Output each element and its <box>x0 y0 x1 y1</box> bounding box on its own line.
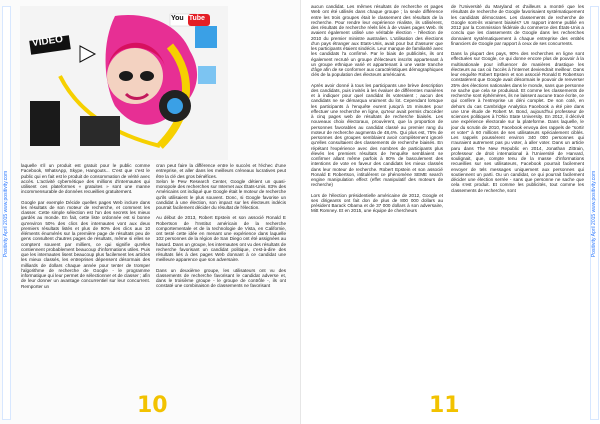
dark-block-shape <box>30 101 60 146</box>
left-side-strip <box>2 6 11 420</box>
paragraph: Au début de 2013, Robert Epstein et son associé Ronald E Robertson de l'Institut américain de la recherche comportementale et de la technologie de Vista, en Californie, ont testé cette idée en menant une expérience dans laquelle 102 personnes de la région de San Diego ont été assignées au hasard. Dans un groupe, les internautes ont vu des résultats de recherche favorisant un candidat politique, c'est-à-dire des résultats liés à des pages Web donnant à ce candidat une meilleure apparence que son adversaire. <box>156 215 286 263</box>
face-shape <box>107 48 163 104</box>
paragraph: cran peut faire la différence entre le succès et l'échec d'une entreprise, et aller dans les meilleurs créneaux lucratives peut être la clé des gros bénéfices. <box>156 163 286 179</box>
collage-illustration <box>20 6 228 160</box>
right-page <box>300 0 600 424</box>
blue-tile-shape <box>195 26 217 48</box>
paragraph: Dans un deuxième groupe, les utilisateurs ont vu des classements de recherche favorisant le candidat adverse et, dans le troisième groupe - le groupe de contrôle -, ils ont constaté une combinaison de classements ne favorisant <box>156 267 286 289</box>
left-side-strip-text: Positivity April 2015 www.positivity.com <box>3 170 9 258</box>
youtube-you-text: You <box>171 15 184 22</box>
dark-block-shape-2 <box>80 116 120 146</box>
right-side-strip <box>590 6 599 420</box>
paragraph: laquelle s'il un produit est gratuit pour le public comme Facebook, WhatsApp, Skype, Hangouts... C'est que c'est le public qui en fait est le produit de consommation de vérité avec accès. L'activité cybernétique des millions d'internautes qui utilisent ces plateformes « gratuites » sont une manne incommensurable de données recueillies gratuitement. <box>21 163 150 195</box>
paragraph: aucun candidat. Les mêmes résultats de recherche et pages Web ont été utilisés dans chaque groupe ; la seule différence entre les trois groupes était le classement des résultats de la recherche. Pour rendre leur expérience réaliste, ils utilisèrent, des résultats de recherche réels liés à de vraies pages Web. Ils avaient également utilisé une véritable élection - l'élection de 2010 du premier ministre australien. L'utilisation des élections d'un pays étranger aux Etats-Unis, avait pour but d'assurer que les participants étaient sindécis. Leur manque de familiarité avec les candidats l'a confirmé. Par le biais de publicités, ils ont également recruté un groupe d'électeurs inscrits appartenant à un groupe ethnique varié et appartenant à une vaste tranche d'âge afin de se conformer aux caractéristiques démographiques clés de la population des électeurs américains. <box>311 4 443 78</box>
eye-left-shape <box>119 71 133 81</box>
paragraph: Lors de l'élection présidentielle américaine de 2012, Google et ses dirigeants ont fait don de plus de 800 000 dollars au président Barack Obama et de 37 000 dollars à son adversaire, Mitt Romney. Et en 2015, une équipe de chercheurs <box>311 192 443 214</box>
page-number-right: 11 <box>429 393 460 418</box>
blue-tile-shape-2 <box>198 66 216 84</box>
page-number-left: 10 <box>137 393 168 418</box>
youtube-tube-text: Tube <box>188 15 205 22</box>
left-column-1 <box>21 163 150 410</box>
collage-svg <box>20 6 228 160</box>
paragraph: de l'Université du Maryland et d'ailleurs a montré que les résultats de recherche de Google favorisaient systématiquement les candidats démocrates. Les classements de recherche de Google sont-ils vraiment biaisés? Un rapport interne publié en 2012 par la Commission fédérale du commerce des États-Unis a conclu que les classements de Google dans les recherches donnaient systématiquement à chaque entreprise des entités financiers de Google par rapport à ceux de ses concurrents. <box>451 4 584 46</box>
paragraph: Après avoir donné à tous les participants une brève description des candidats, puis invités à les évaluer de différentes manières et à indiquer pour quel candidat ils voteraient ; aucun des candidats ne se démarqua vraiment du lot. Cependant lorsque les participants à l'enquête eurent jusqu'à 15 minutes pour effectuer une recherche en ligne, qu'Ieur avait permis d'accéder à cinq pages web de résultats de recherche biaisés. Les nouveaux choix électoraux, prouvèrent, que la proportion de personnes favorables au candidat classé au premier rang du moteur de recherche augmenta de 48,4%. Qui plus est, 75% de personnes des groupes semblaient avoir complètement ignoré qu'elles consultaient des classements de recherche biaisés. En répétant l'expérience avec des nombres de participants plus élevés les premiers résultats de l'enquête semblaient se confirmer allant même parfois à 80% de basculement des intentions de vote en faveur des candidats les mieux classés dans leur moteur de recherche. Robert Epstein et son associé Ronald E Robertson, intitulèrent ce phénomène SEME search engine manipulation effect (effet manipulatif des moteurs de recherche) <box>311 82 443 188</box>
paragraph: Selon le Pew Research Center, Google détient un quasi-monopole des recherches sur Internet aux États-Unis. 83% des Américains ont indiqué que Google était le moteur de recherche qu'ils utilisaient le plus souvent. Donc, si Google favorise un candidat à une élection, son impact sur les électeurs indécis pourrait facilement décider du résultat de l'élection. <box>156 178 286 210</box>
camera-lens-inner-shape <box>167 98 183 114</box>
left-column-2 <box>156 163 286 410</box>
youtube-wordmark <box>171 15 205 22</box>
video-label: VIDEO <box>31 33 64 50</box>
paragraph: Dans la plupart des pays, 90% des recherches en ligne sont effectuées sur Google, ce qui donne encore plus de pouvoir à la multinationale pour influencer de manières drastique les électeurs au cas où l'accès à l'internet deviendrait meilleur. Dans leur enquête Robert Epstein et son associé Ronald E Robertson constatèrent que Google avait désormais le pouvoir de renverser 25% des élections nationales dans le monde, sans que personne ne sache que cela se produisait. Et comme les classements de recherche sont éphémères, ils ne laissent aucune trace écrite, ce qui confère à l'entreprise un déni complet. De son coté, en dehors du cas Cambridge Analytica Facebook a été pire dans une Une étude de Robert M. Bond, aujourd'hui professeur de sciences politiques à l'Ohio State University. En 2012, il décrivit une expérience électorale sur la plateforme. Dans laquelle, le jour du scrutin de 2010, Facebook envoya des rappels de "sortir et voter" à 60 millions de ses utilisateurs spécialement ciblés. Les rappels poussèrent environ 340 000 personnes qui n'auraient autrement pas pu voter, à aller voter. Dans un article paru dans The New Republic en 2014, Jonathan Zittrain, professeur de droit international à l'Université de Harvard, soulignait, que, compte tenu de la masse d'informations recueillies sur ses utilisateurs, Facebook pourrait facilement envoyer de tels messages uniquement aux personnes qui soutiennent un parti. Ou un candidat, ce qui pourrait facilement décider une élection serrée - sans que personne ne sache que cela s'est produit. Et comme les publicités, tout comme les classements de recherche, sont <box>451 51 584 193</box>
eye-right-shape <box>140 71 154 81</box>
paragraph: Google par exemple Décide quelles pages Web inclure dans les résultats de son moteur de recherche, et comment les classer. Cette simple sélection est l'un des secrets les mieux gardés au monde. En fait, cette liste ordonnée est si bonne qu'environ 50% des clics des internautes vont aux deux premiers résultats listés et plus de 90% des clics aux 10 éléments énumérés sur la première page de résultats peu de gens consultent d'autres pages de résultats, même si elles se comptent souvent par milliers, ce qui signifie qu'elles contiennent probablement beaucoup d'informations utiles. Puis que les internautes lisent beaucoup plus facilement les articles les mieux classés, les entreprises dépensent désormais des milliards de dollars chaque année pour tenter de tromper l'algorithme de recherche de Google - le programme informatique qui leur permet de sélectionner et de classer ; afin de leur donner un avantage concurrentiel sur leur concurrent. Remporter un <box>21 199 150 289</box>
right-side-strip-text: Positivity April 2015 www.positivity.com <box>591 170 597 258</box>
right-column-1 <box>311 4 443 390</box>
right-column-2 <box>451 4 584 416</box>
